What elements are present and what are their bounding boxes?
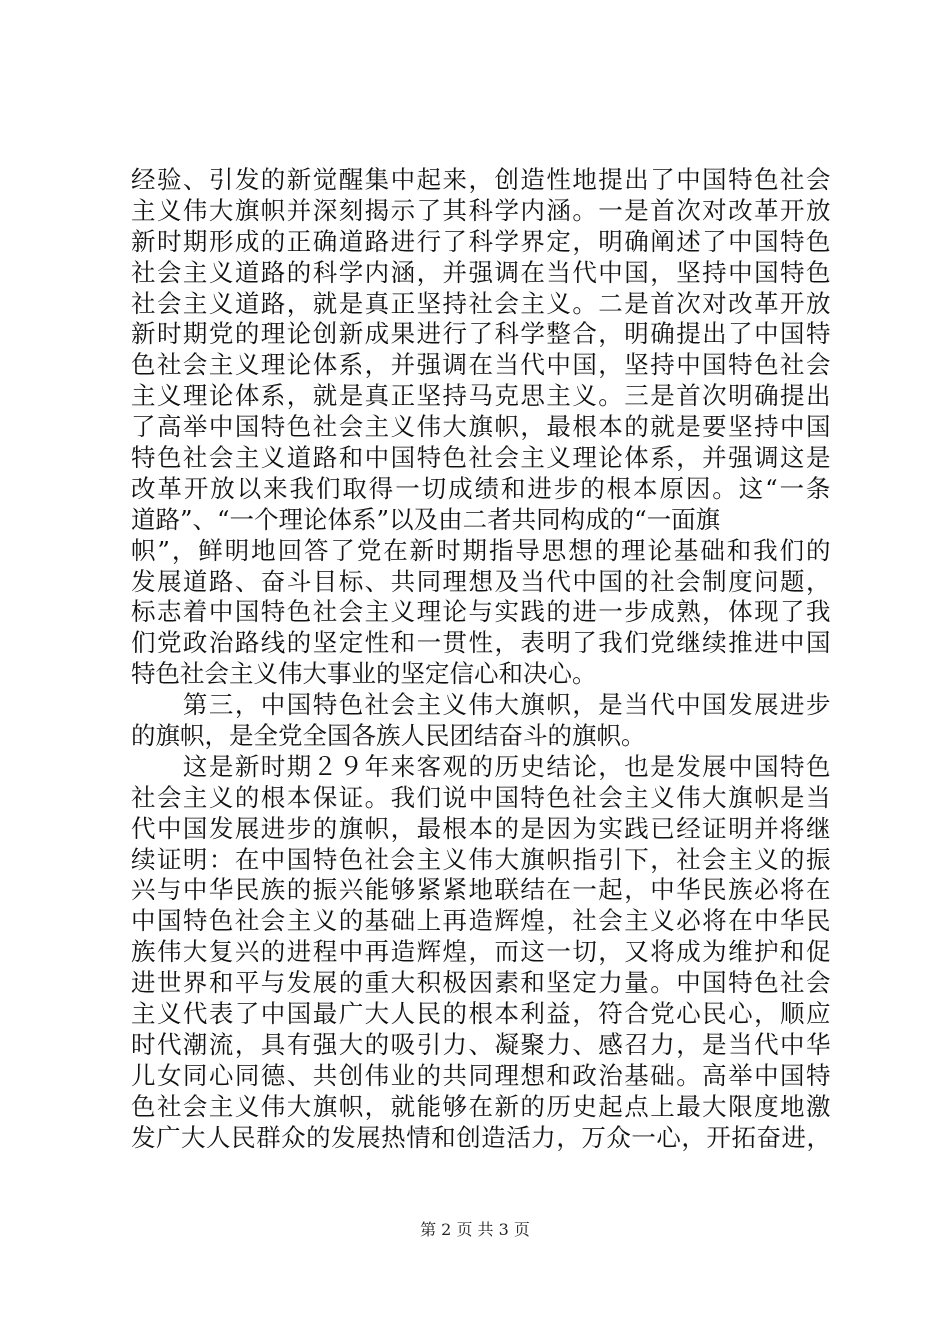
text-line: 了高举中国特色社会主义伟大旗帜，最根本的就是要坚持中国 (131, 412, 832, 442)
text-line: 社会主义的根本保证。我们说中国特色社会主义伟大旗帜是当 (131, 782, 832, 812)
text-line: 特色社会主义伟大事业的坚定信心和决心。 (131, 659, 597, 689)
text-line: 帜”，鲜明地回答了党在新时期指导思想的理论基础和我们的 (131, 535, 833, 565)
text-line: 改革开放以来我们取得一切成绩和进步的根本原因。这“一条 (131, 473, 833, 503)
text-line: 代中国发展进步的旗帜，最根本的是因为实践已经证明并将继 (131, 813, 832, 843)
text-line: 时代潮流，具有强大的吸引力、凝聚力、感召力，是当代中华 (131, 1029, 832, 1059)
text-line: 新时期形成的正确道路进行了科学界定，明确阐述了中国特色 (131, 226, 832, 256)
text-line: 特色社会主义道路和中国特色社会主义理论体系，并强调这是 (131, 443, 832, 473)
text-line: 新时期党的理论创新成果进行了科学整合，明确提出了中国特 (131, 319, 832, 349)
text-line: 发展道路、奋斗目标、共同理想及当代中国的社会制度问题， (131, 566, 832, 596)
text-line: 族伟大复兴的进程中再造辉煌，而这一切，又将成为维护和促 (131, 937, 832, 967)
text-line: 发广大人民群众的发展热情和创造活力，万众一心，开拓奋进， (131, 1122, 832, 1152)
text-line: 社会主义道路，就是真正坚持社会主义。二是首次对改革开放 (131, 288, 832, 318)
text-line: 色社会主义理论体系，并强调在当代中国，坚持中国特色社会 (131, 350, 832, 380)
document-body (131, 165, 831, 1154)
text-line: 标志着中国特色社会主义理论与实践的进一步成熟，体现了我 (131, 597, 832, 627)
text-line: 社会主义道路的科学内涵，并强调在当代中国，坚持中国特色 (131, 257, 832, 287)
text-line: 第三，中国特色社会主义伟大旗帜，是当代中国发展进步 (131, 690, 832, 720)
text-line: 中国特色社会主义的基础上再造辉煌，社会主义必将在中华民 (131, 906, 832, 936)
text-line: 们党政治路线的坚定性和一贯性，表明了我们党继续推进中国 (131, 628, 832, 658)
text-line: 色社会主义伟大旗帜，就能够在新的历史起点上最大限度地激 (131, 1091, 832, 1121)
text-line: 经验、引发的新觉醒集中起来，创造性地提出了中国特色社会 (131, 165, 832, 194)
text-line: 道路”、“一个理论体系”以及由二者共同构成的“一面旗 (131, 504, 721, 534)
text-line: 这是新时期２９年来客观的历史结论，也是发展中国特色 (131, 751, 832, 781)
text-line: 的旗帜，是全党全国各族人民团结奋斗的旗帜。 (131, 721, 646, 751)
text-line: 主义伟大旗帜并深刻揭示了其科学内涵。一是首次对改革开放 (131, 195, 832, 225)
text-line: 儿女同心同德、共创伟业的共同理想和政治基础。高举中国特 (131, 1060, 832, 1090)
text-line: 主义理论体系，就是真正坚持马克思主义。三是首次明确提出 (131, 381, 832, 411)
text-line: 续证明：在中国特色社会主义伟大旗帜指引下，社会主义的振 (131, 844, 832, 874)
text-line: 进世界和平与发展的重大积极因素和坚定力量。中国特色社会 (131, 968, 832, 998)
text-line: 主义代表了中国最广大人民的根本利益，符合党心民心，顺应 (131, 999, 832, 1029)
text-line: 兴与中华民族的振兴能够紧紧地联结在一起，中华民族必将在 (131, 875, 832, 905)
page-footer: 第 2 页 共 3 页 (420, 1220, 530, 1239)
